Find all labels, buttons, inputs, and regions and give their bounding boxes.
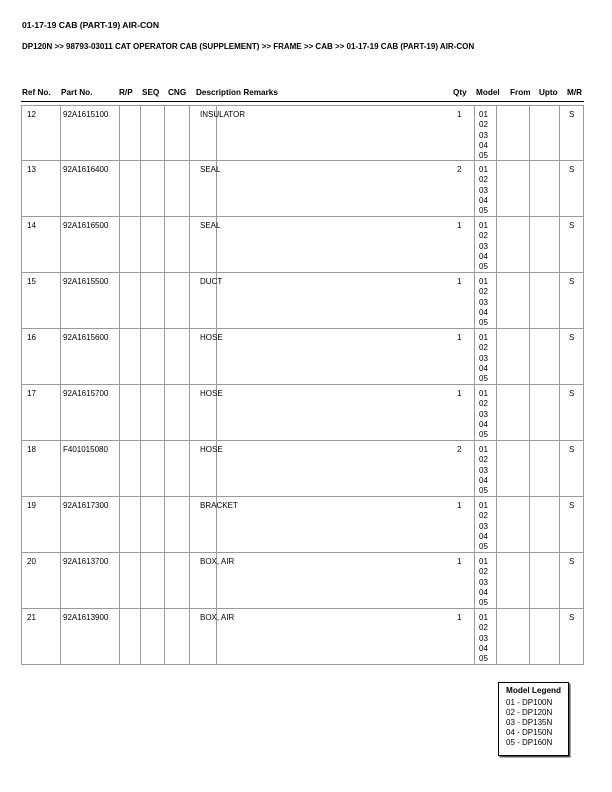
model-code: 04 xyxy=(479,643,488,653)
column-divider xyxy=(559,161,560,216)
column-divider xyxy=(140,273,141,328)
cell-ref-no: 18 xyxy=(27,445,36,454)
column-divider xyxy=(60,161,61,216)
cell-qty: 1 xyxy=(457,277,462,286)
header-cng: CNG xyxy=(168,88,187,97)
cell-qty: 1 xyxy=(457,613,462,622)
header-ref-no: Ref No. xyxy=(22,88,51,97)
column-divider xyxy=(529,609,530,664)
column-divider xyxy=(60,329,61,384)
header-upto: Upto xyxy=(539,88,558,97)
column-divider xyxy=(140,329,141,384)
column-divider xyxy=(474,441,475,496)
column-divider xyxy=(559,497,560,552)
model-code: 05 xyxy=(479,318,488,328)
model-code: 02 xyxy=(479,511,488,521)
model-code: 01 xyxy=(479,221,488,230)
legend-item: 01 - DP100N xyxy=(506,698,553,707)
legend-title: Model Legend xyxy=(506,686,562,695)
legend-item: 03 - DP135N xyxy=(506,718,553,727)
cell-part-no: 92A1616500 xyxy=(63,221,109,230)
column-divider xyxy=(583,553,584,608)
model-code: 02 xyxy=(479,455,488,465)
column-divider xyxy=(140,217,141,272)
model-code: 05 xyxy=(479,206,488,216)
header-seq: SEQ xyxy=(142,88,160,97)
column-divider xyxy=(559,553,560,608)
column-divider xyxy=(583,161,584,216)
column-divider xyxy=(474,385,475,440)
column-divider xyxy=(119,217,120,272)
column-divider xyxy=(559,329,560,384)
cell-description: DUCT xyxy=(200,277,223,286)
cell-mr: S xyxy=(569,389,575,398)
column-divider xyxy=(60,497,61,552)
column-divider xyxy=(529,385,530,440)
cell-mr: S xyxy=(569,501,575,510)
column-divider xyxy=(140,385,141,440)
cell-qty: 1 xyxy=(457,557,462,566)
cell-mr: S xyxy=(569,613,575,622)
column-divider xyxy=(119,106,120,160)
cell-models xyxy=(479,277,488,328)
model-code: 05 xyxy=(479,598,488,608)
table-row xyxy=(21,161,584,217)
column-divider xyxy=(529,553,530,608)
cell-ref-no: 17 xyxy=(27,389,36,398)
column-divider xyxy=(189,609,190,664)
column-divider xyxy=(119,385,120,440)
cell-part-no: 92A1615700 xyxy=(63,389,109,398)
cell-part-no: 92A1616400 xyxy=(63,165,109,174)
model-code: 05 xyxy=(479,654,488,664)
column-divider xyxy=(474,161,475,216)
cell-description: SEAL xyxy=(200,221,221,230)
column-divider xyxy=(140,609,141,664)
model-code: 01 xyxy=(479,165,488,174)
column-divider xyxy=(583,441,584,496)
table-row xyxy=(21,217,584,273)
cell-ref-no: 19 xyxy=(27,501,36,510)
column-divider xyxy=(583,497,584,552)
column-divider xyxy=(583,385,584,440)
column-divider xyxy=(164,273,165,328)
column-divider xyxy=(164,441,165,496)
column-divider xyxy=(529,441,530,496)
breadcrumb: DP120N >> 98793-03011 CAT OPERATOR CAB (SUPPLEMENT) >> FRAME >> CAB >> 01-17-19 CAB (PART-19) AIR-CON xyxy=(22,42,475,51)
cell-part-no: 92A1615600 xyxy=(63,333,109,342)
cell-models xyxy=(479,613,488,664)
column-divider xyxy=(496,106,497,160)
model-code: 04 xyxy=(479,195,488,205)
table-row xyxy=(21,553,584,609)
model-code: 03 xyxy=(479,297,488,307)
cell-qty: 1 xyxy=(457,501,462,510)
column-divider xyxy=(164,609,165,664)
column-divider xyxy=(529,161,530,216)
cell-mr: S xyxy=(569,277,575,286)
column-divider xyxy=(496,609,497,664)
model-code: 02 xyxy=(479,120,488,130)
cell-description: HOSE xyxy=(200,445,223,454)
header-model: Model xyxy=(476,88,500,97)
model-code: 05 xyxy=(479,151,488,161)
column-divider xyxy=(559,217,560,272)
column-divider xyxy=(583,217,584,272)
column-divider xyxy=(529,106,530,160)
column-divider xyxy=(189,441,190,496)
model-code: 03 xyxy=(479,521,488,531)
column-divider xyxy=(583,273,584,328)
parts-table xyxy=(21,105,584,665)
column-divider xyxy=(474,329,475,384)
column-divider xyxy=(119,273,120,328)
model-code: 03 xyxy=(479,185,488,195)
column-divider xyxy=(60,441,61,496)
cell-ref-no: 15 xyxy=(27,277,36,286)
cell-models xyxy=(479,557,488,608)
column-divider xyxy=(474,106,475,160)
cell-models xyxy=(479,221,488,272)
column-divider xyxy=(559,441,560,496)
column-divider xyxy=(60,217,61,272)
cell-description: BRACKET xyxy=(200,501,238,510)
column-divider xyxy=(140,497,141,552)
column-divider xyxy=(496,273,497,328)
model-code: 04 xyxy=(479,475,488,485)
model-code: 04 xyxy=(479,419,488,429)
model-code: 03 xyxy=(479,577,488,587)
cell-description: HOSE xyxy=(200,333,223,342)
cell-part-no: F401015080 xyxy=(63,445,108,454)
cell-description: BOX, AIR xyxy=(200,557,235,566)
model-code: 02 xyxy=(479,399,488,409)
model-code: 03 xyxy=(479,130,488,140)
cell-mr: S xyxy=(569,110,575,119)
model-code: 04 xyxy=(479,307,488,317)
column-divider xyxy=(164,329,165,384)
cell-description: SEAL xyxy=(200,165,221,174)
table-row xyxy=(21,497,584,553)
model-code: 03 xyxy=(479,465,488,475)
column-divider xyxy=(529,329,530,384)
column-divider xyxy=(496,497,497,552)
cell-models xyxy=(479,110,488,161)
column-divider xyxy=(189,329,190,384)
column-divider xyxy=(583,106,584,160)
column-divider xyxy=(496,161,497,216)
model-code: 05 xyxy=(479,486,488,496)
column-divider xyxy=(474,497,475,552)
model-code: 01 xyxy=(479,389,488,398)
cell-description: BOX, AIR xyxy=(200,613,235,622)
cell-qty: 2 xyxy=(457,165,462,174)
cell-mr: S xyxy=(569,221,575,230)
cell-description: HOSE xyxy=(200,389,223,398)
cell-models xyxy=(479,389,488,440)
table-row xyxy=(21,329,584,385)
column-divider xyxy=(60,106,61,160)
model-code: 03 xyxy=(479,241,488,251)
column-divider xyxy=(140,553,141,608)
column-divider xyxy=(119,329,120,384)
column-divider xyxy=(496,553,497,608)
column-divider xyxy=(474,273,475,328)
cell-part-no: 92A1615500 xyxy=(63,277,109,286)
model-code: 03 xyxy=(479,409,488,419)
model-code: 03 xyxy=(479,353,488,363)
table-row xyxy=(21,273,584,329)
legend-item: 02 - DP120N xyxy=(506,708,553,717)
column-divider xyxy=(119,609,120,664)
header-rp: R/P xyxy=(119,88,133,97)
column-divider xyxy=(189,106,190,160)
cell-mr: S xyxy=(569,557,575,566)
model-legend xyxy=(498,682,569,756)
model-code: 05 xyxy=(479,374,488,384)
cell-part-no: 92A1613700 xyxy=(63,557,109,566)
column-divider xyxy=(60,553,61,608)
column-divider xyxy=(164,106,165,160)
column-divider xyxy=(583,609,584,664)
model-code: 05 xyxy=(479,262,488,272)
table-row xyxy=(21,385,584,441)
column-divider xyxy=(496,441,497,496)
column-divider xyxy=(140,441,141,496)
model-code: 02 xyxy=(479,623,488,633)
cell-qty: 1 xyxy=(457,333,462,342)
column-divider xyxy=(474,609,475,664)
cell-qty: 1 xyxy=(457,110,462,119)
header-mr: M/R xyxy=(567,88,583,97)
model-code: 02 xyxy=(479,567,488,577)
column-divider xyxy=(60,609,61,664)
column-divider xyxy=(496,217,497,272)
cell-ref-no: 12 xyxy=(27,110,36,119)
column-divider xyxy=(474,553,475,608)
column-divider xyxy=(164,217,165,272)
column-divider xyxy=(119,161,120,216)
cell-mr: S xyxy=(569,333,575,342)
column-divider xyxy=(140,161,141,216)
model-code: 01 xyxy=(479,501,488,510)
model-code: 05 xyxy=(479,542,488,552)
model-code: 04 xyxy=(479,587,488,597)
column-divider xyxy=(529,217,530,272)
legend-item: 05 - DP160N xyxy=(506,738,553,747)
page-title: 01-17-19 CAB (PART-19) AIR-CON xyxy=(22,20,160,30)
cell-models xyxy=(479,165,488,216)
header-from: From xyxy=(510,88,531,97)
cell-models xyxy=(479,445,488,496)
cell-qty: 1 xyxy=(457,221,462,230)
model-code: 04 xyxy=(479,251,488,261)
model-code: 01 xyxy=(479,445,488,454)
column-divider xyxy=(583,329,584,384)
cell-description: INSULATOR xyxy=(200,110,246,119)
cell-ref-no: 21 xyxy=(27,613,36,622)
cell-part-no: 92A1615100 xyxy=(63,110,109,119)
column-divider xyxy=(529,273,530,328)
model-code: 01 xyxy=(479,277,488,286)
table-row xyxy=(21,609,584,665)
cell-models xyxy=(479,333,488,384)
column-divider xyxy=(474,217,475,272)
model-code: 01 xyxy=(479,613,488,622)
cell-mr: S xyxy=(569,445,575,454)
column-divider xyxy=(559,106,560,160)
column-divider xyxy=(529,497,530,552)
cell-mr: S xyxy=(569,165,575,174)
model-code: 02 xyxy=(479,175,488,185)
model-code: 01 xyxy=(479,333,488,342)
column-divider xyxy=(189,273,190,328)
cell-ref-no: 16 xyxy=(27,333,36,342)
column-divider xyxy=(189,385,190,440)
column-divider xyxy=(189,217,190,272)
legend-item: 04 - DP150N xyxy=(506,728,553,737)
column-divider xyxy=(140,106,141,160)
model-code: 01 xyxy=(479,557,488,566)
column-divider xyxy=(559,273,560,328)
header-qty: Qty xyxy=(453,88,467,97)
model-code: 02 xyxy=(479,343,488,353)
cell-ref-no: 13 xyxy=(27,165,36,174)
header-description: Description Remarks xyxy=(196,88,278,97)
model-code: 02 xyxy=(479,231,488,241)
column-divider xyxy=(119,497,120,552)
table-row xyxy=(21,105,584,161)
column-divider xyxy=(496,385,497,440)
model-code: 02 xyxy=(479,287,488,297)
header-part-no: Part No. xyxy=(61,88,93,97)
model-code: 01 xyxy=(479,110,488,119)
column-divider xyxy=(60,385,61,440)
column-divider xyxy=(164,161,165,216)
cell-ref-no: 14 xyxy=(27,221,36,230)
column-divider xyxy=(164,497,165,552)
table-row xyxy=(21,441,584,497)
column-divider xyxy=(189,497,190,552)
cell-qty: 2 xyxy=(457,445,462,454)
cell-qty: 1 xyxy=(457,389,462,398)
column-divider xyxy=(164,553,165,608)
cell-ref-no: 20 xyxy=(27,557,36,566)
column-divider xyxy=(60,273,61,328)
column-divider xyxy=(189,553,190,608)
column-divider xyxy=(189,161,190,216)
cell-models xyxy=(479,501,488,552)
model-code: 03 xyxy=(479,633,488,643)
column-divider xyxy=(559,385,560,440)
model-code: 04 xyxy=(479,531,488,541)
cell-part-no: 92A1613900 xyxy=(63,613,109,622)
model-code: 04 xyxy=(479,140,488,150)
header-divider xyxy=(21,101,584,102)
column-divider xyxy=(496,329,497,384)
column-divider xyxy=(164,385,165,440)
model-code: 04 xyxy=(479,363,488,373)
column-divider xyxy=(559,609,560,664)
column-divider xyxy=(119,553,120,608)
column-divider xyxy=(119,441,120,496)
model-code: 05 xyxy=(479,430,488,440)
cell-part-no: 92A1617300 xyxy=(63,501,109,510)
